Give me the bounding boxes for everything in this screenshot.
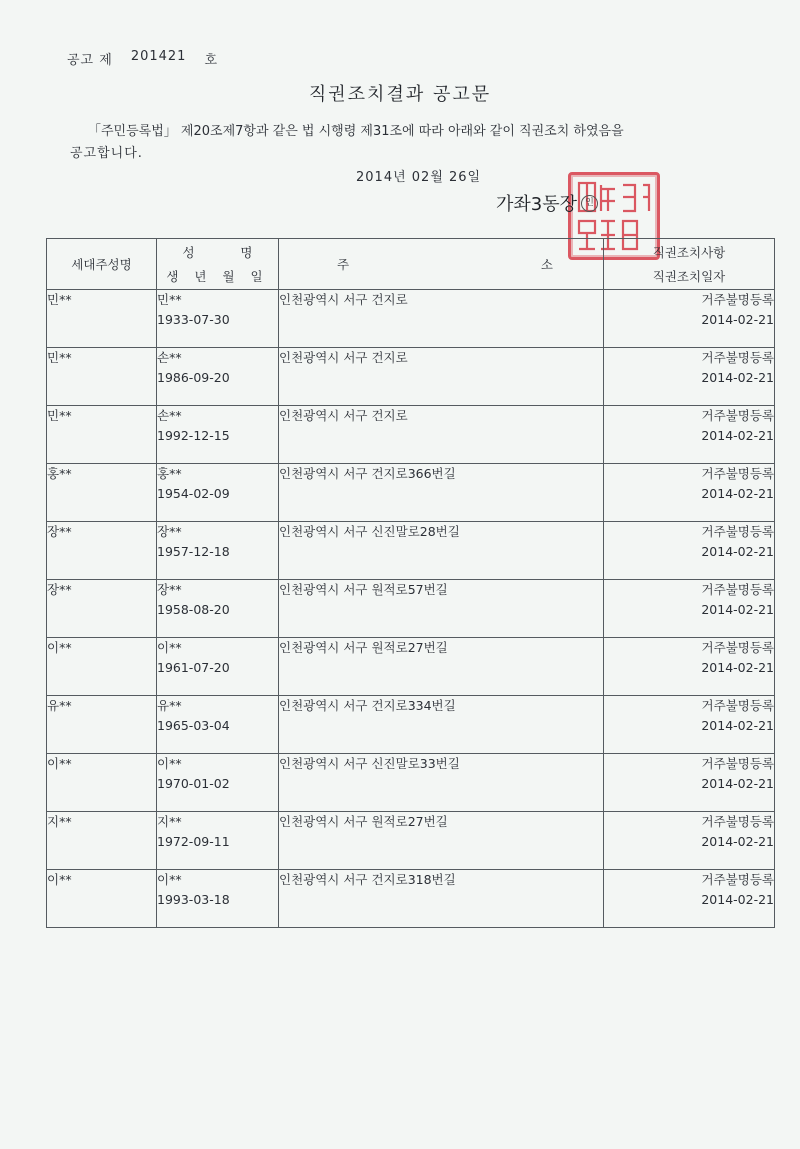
person-name: 유** [157,698,182,713]
header-address-label-1: 주 [337,257,350,272]
action-date: 2014-02-21 [701,544,774,559]
header-action-label: 직권조치사항 [652,245,726,260]
header-name-label-2: 명 [240,245,253,260]
birth-date: 1958-08-20 [157,602,230,617]
address-cell [279,696,604,754]
address: 인천광역시 서구 신진말로28번길 [279,524,460,539]
birth-date: 1972-09-11 [157,834,230,849]
table-row [47,580,775,638]
action-type: 거주불명등록 [701,350,774,365]
notice-body [70,121,730,165]
birth-date: 1933-07-30 [157,312,230,327]
holder-name: 지** [47,814,72,829]
notice-date: 2014년 02월 26일 [356,170,482,185]
action-cell [604,696,775,754]
table-row [47,812,775,870]
address-cell [279,290,604,348]
person-name: 이** [157,756,182,771]
records-table [46,238,775,928]
notice-body-line-2: 공고합니다. [70,146,143,161]
table-row [47,406,775,464]
table-row [47,522,775,580]
action-cell [604,406,775,464]
holder-cell [47,754,157,812]
person-name: 손** [157,408,182,423]
header-holder-label: 세대주성명 [71,257,132,272]
birth-date: 1970-01-02 [157,776,230,791]
action-type: 거주불명등록 [701,698,774,713]
action-type: 거주불명등록 [701,756,774,771]
name-birth-cell [157,870,279,928]
table-row [47,348,775,406]
table-row [47,638,775,696]
address-cell [279,754,604,812]
name-birth-cell [157,522,279,580]
holder-name: 이** [47,872,72,887]
birth-date: 1992-12-15 [157,428,230,443]
holder-cell [47,638,157,696]
issuer-title: 가좌3동장 [496,194,578,215]
person-name: 장** [157,582,182,597]
birth-date: 1961-07-20 [157,660,230,675]
address: 인천광역시 서구 원적로57번길 [279,582,448,597]
notice-suffix: 호 [204,53,219,68]
action-cell [604,290,775,348]
table-row [47,754,775,812]
action-type: 거주불명등록 [701,640,774,655]
birth-date: 1957-12-18 [157,544,230,559]
name-birth-cell [157,696,279,754]
header-address [279,239,604,290]
table-header-row [47,239,775,290]
name-birth-cell [157,464,279,522]
table-row [47,290,775,348]
action-type: 거주불명등록 [701,408,774,423]
action-date: 2014-02-21 [701,718,774,733]
action-type: 거주불명등록 [701,872,774,887]
address-cell [279,464,604,522]
header-holder [47,239,157,290]
action-date: 2014-02-21 [701,370,774,385]
address: 인천광역시 서구 원적로27번길 [279,640,448,655]
action-date: 2014-02-21 [701,892,774,907]
header-birth-label: 생 년 월 일 [166,269,269,284]
holder-name: 유** [47,698,72,713]
holder-name: 장** [47,524,72,539]
header-action-date-label: 직권조치일자 [652,269,726,284]
name-birth-cell [157,348,279,406]
header-action [604,239,775,290]
action-cell [604,754,775,812]
action-cell [604,580,775,638]
holder-name: 민** [47,292,72,307]
holder-cell [47,580,157,638]
action-type: 거주불명등록 [701,582,774,597]
address-cell [279,580,604,638]
holder-cell [47,464,157,522]
action-date: 2014-02-21 [701,660,774,675]
address: 인천광역시 서구 건지로 [279,350,408,365]
address-cell [279,812,604,870]
holder-name: 민** [47,408,72,423]
holder-cell [47,696,157,754]
action-type: 거주불명등록 [701,524,774,539]
notice-prefix: 공고 제 [67,53,113,68]
holder-cell [47,406,157,464]
holder-cell [47,348,157,406]
holder-name: 홍** [47,466,72,481]
action-date: 2014-02-21 [701,776,774,791]
holder-name: 장** [47,582,72,597]
holder-cell [47,290,157,348]
person-name: 장** [157,524,182,539]
person-name: 민** [157,292,182,307]
name-birth-cell [157,290,279,348]
action-date: 2014-02-21 [701,602,774,617]
address: 인천광역시 서구 건지로366번길 [279,466,456,481]
name-birth-cell [157,812,279,870]
birth-date: 1986-09-20 [157,370,230,385]
notice-number: 201421 [130,49,187,64]
action-date: 2014-02-21 [701,428,774,443]
table-row [47,464,775,522]
address: 인천광역시 서구 건지로318번길 [279,872,456,887]
address-cell [279,870,604,928]
birth-date: 1993-03-18 [157,892,230,907]
address-cell [279,406,604,464]
person-name: 홍** [157,466,182,481]
action-type: 거주불명등록 [701,814,774,829]
address: 인천광역시 서구 건지로334번길 [279,698,456,713]
address: 인천광역시 서구 원적로27번길 [279,814,448,829]
birth-date: 1954-02-09 [157,486,230,501]
holder-name: 민** [47,350,72,365]
address: 인천광역시 서구 건지로 [279,408,408,423]
action-cell [604,348,775,406]
action-cell [604,870,775,928]
address-cell [279,638,604,696]
action-cell [604,812,775,870]
person-name: 이** [157,872,182,887]
header-name-label-1: 성 [182,245,195,260]
header-address-label-2: 소 [540,257,553,272]
address: 인천광역시 서구 건지로 [279,292,408,307]
issuer [496,190,598,216]
header-name-birth [157,239,279,290]
address: 인천광역시 서구 신진말로33번길 [279,756,460,771]
notice-number-line [67,49,218,68]
name-birth-cell [157,580,279,638]
holder-cell [47,522,157,580]
holder-name: 이** [47,640,72,655]
action-type: 거주불명등록 [701,292,774,307]
holder-cell [47,812,157,870]
notice-body-line-1: 「주민등록법」 제20조제7항과 같은 법 시행령 제31조에 따라 아래와 같이 직권조치 하였음을 [88,124,624,139]
person-name: 이** [157,640,182,655]
action-date: 2014-02-21 [701,486,774,501]
person-name: 지** [157,814,182,829]
action-cell [604,522,775,580]
name-birth-cell [157,754,279,812]
action-cell [604,638,775,696]
action-date: 2014-02-21 [701,312,774,327]
action-date: 2014-02-21 [701,834,774,849]
address-cell [279,348,604,406]
issuer-seal-mark: 인 [581,195,598,212]
table-row [47,870,775,928]
name-birth-cell [157,638,279,696]
address-cell [279,522,604,580]
birth-date: 1965-03-04 [157,718,230,733]
table-row [47,696,775,754]
action-cell [604,464,775,522]
holder-name: 이** [47,756,72,771]
name-birth-cell [157,406,279,464]
holder-cell [47,870,157,928]
action-type: 거주불명등록 [701,466,774,481]
person-name: 손** [157,350,182,365]
document-title: 직권조치결과 공고문 [308,84,492,105]
